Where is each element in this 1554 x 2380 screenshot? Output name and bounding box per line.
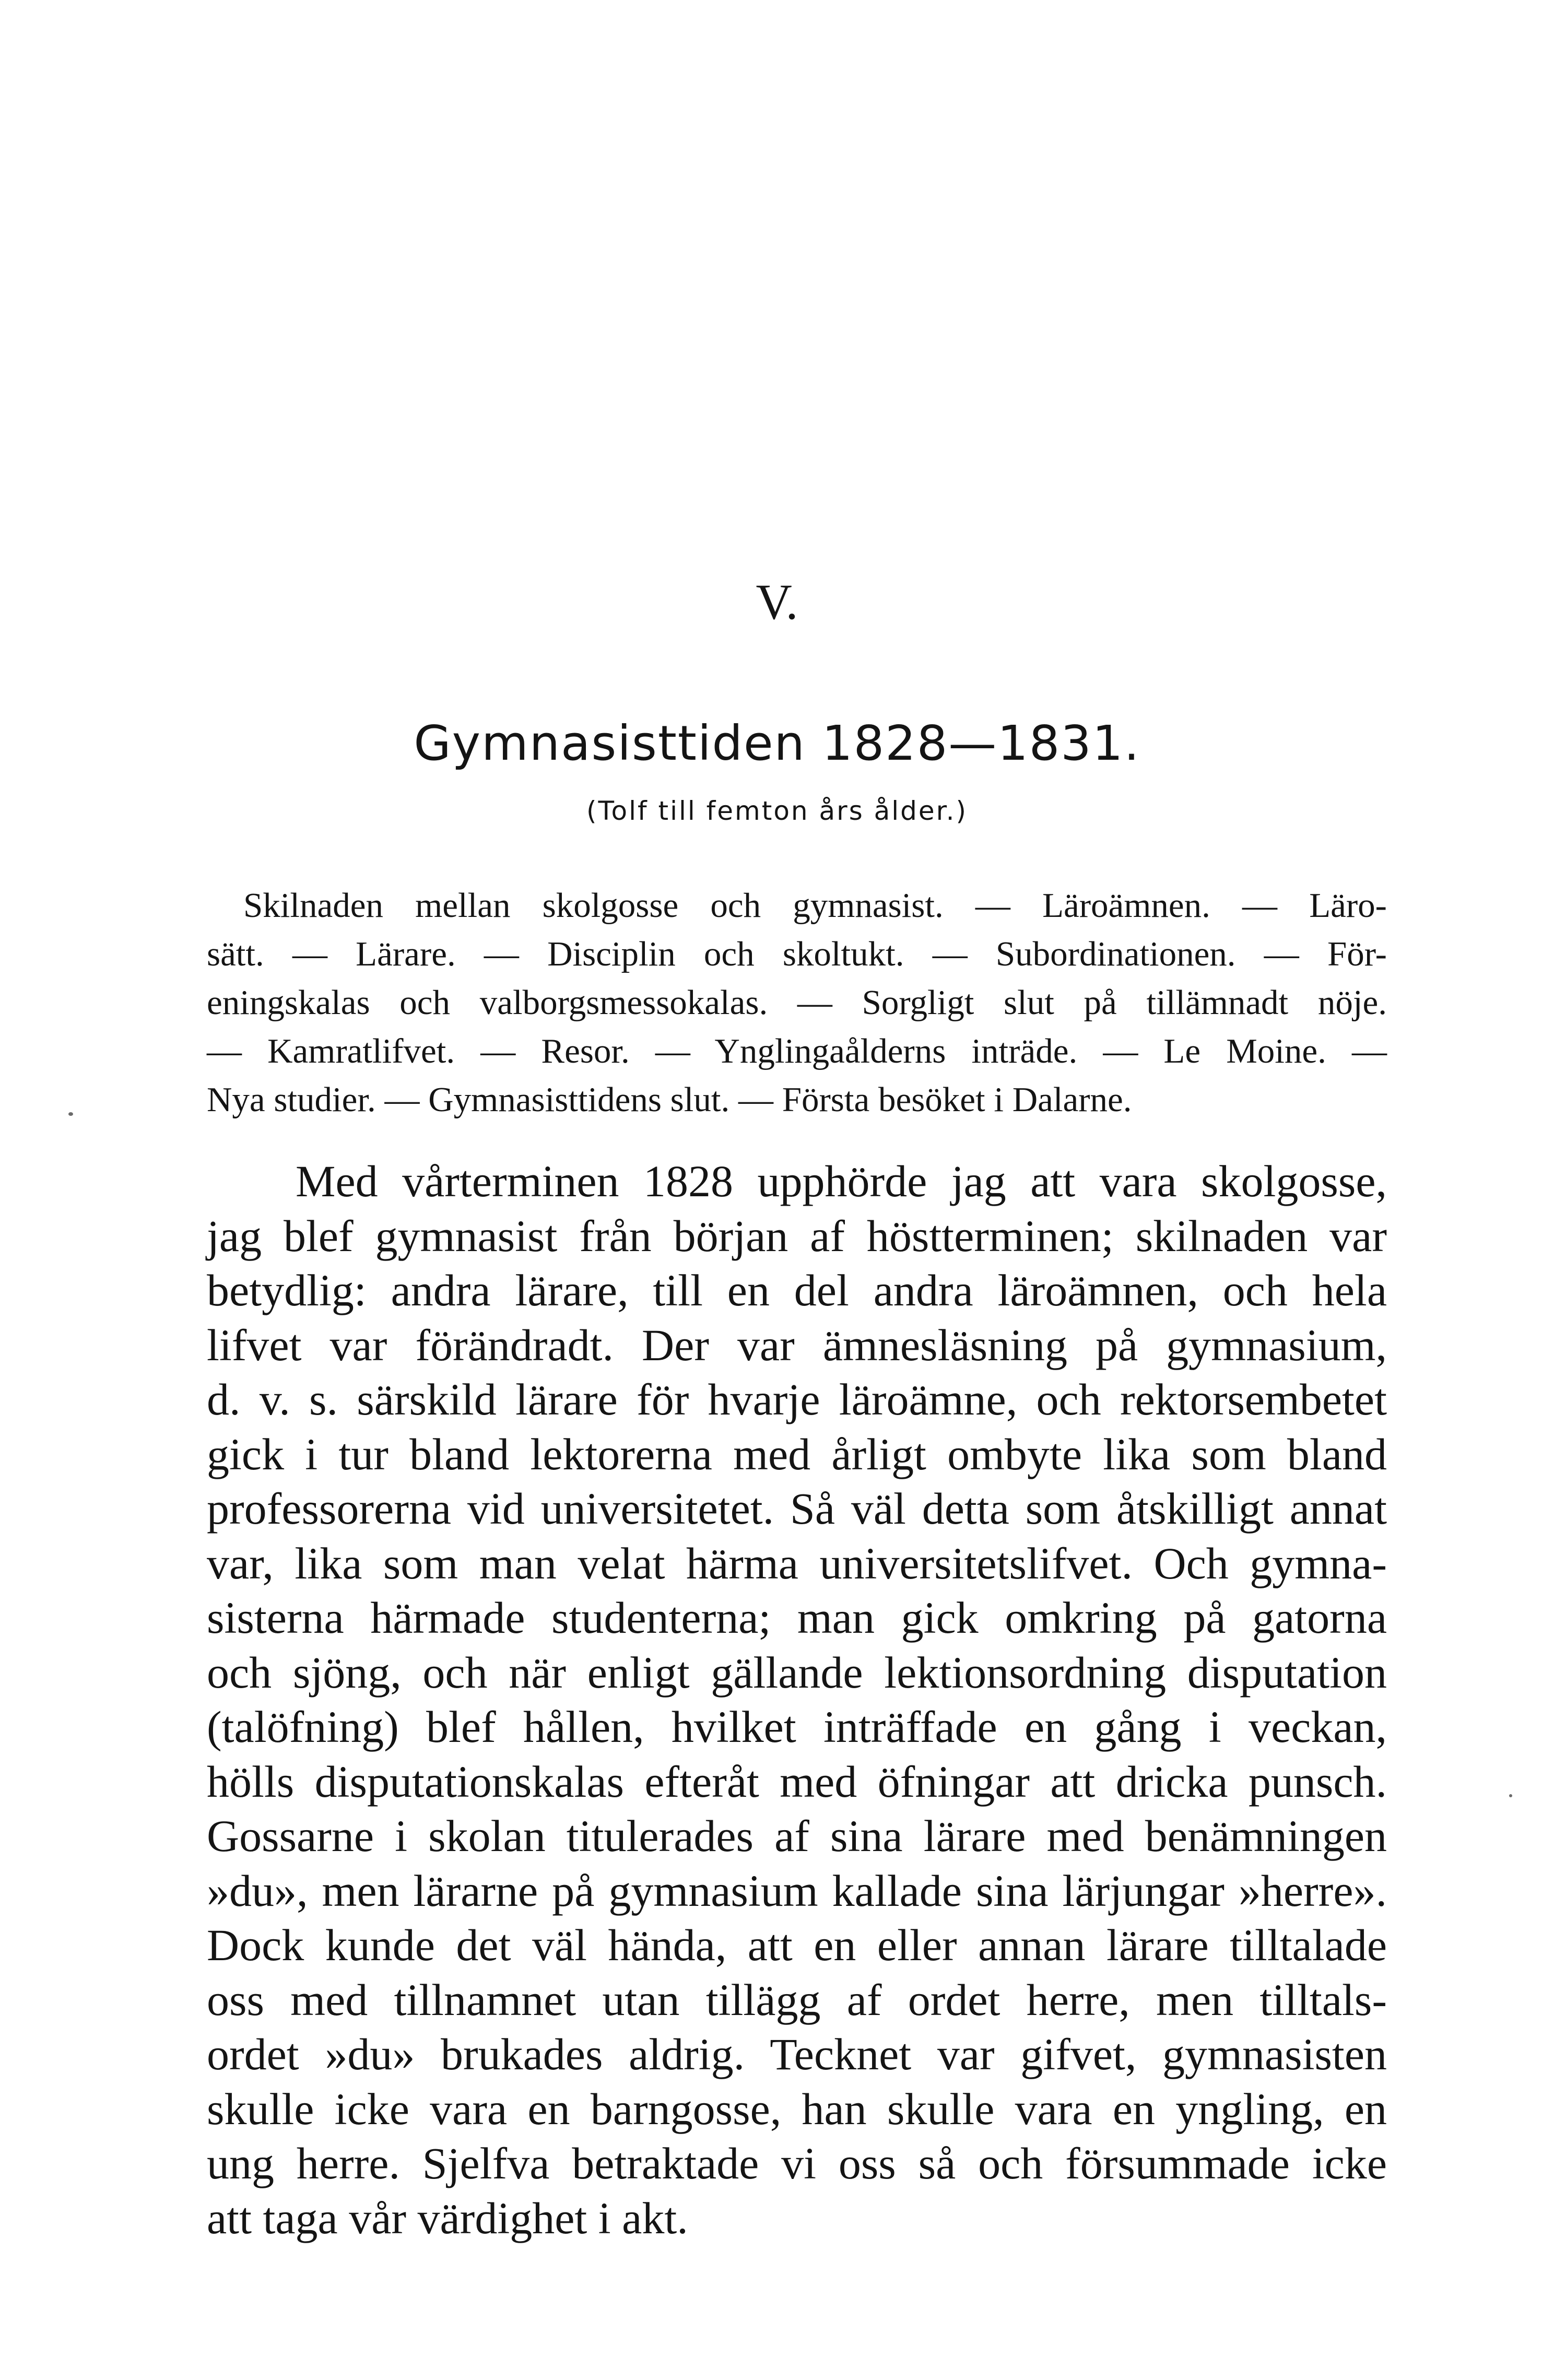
print-speck [1509,1794,1512,1797]
body-line: hölls disputationskalas efteråt med öfningar att dricka punsch. [207,1756,1387,1807]
synopsis-line: Nya studier. — Gymnasisttidens slut. — Första besöket i Dalarne. [207,1080,1132,1119]
print-speck [68,1112,73,1116]
body-line: Gossarne i skolan titulerades af sina lärare med benämningen [207,1811,1387,1861]
body-line: d. v. s. särskild lärare för hvarje läroämne, och rektorsembetet [207,1374,1387,1424]
body-line: skulle icke vara en barngosse, han skulle vara en yngling, en [207,2083,1387,2134]
synopsis-line: eningskalas och valborgsmessokalas. — Sorgligt slut på tillämnadt nöje. [207,983,1387,1022]
body-line: (talöfning) blef hållen, hvilket inträffade en gång i veckan, [207,1702,1387,1752]
chapter-synopsis [207,881,1387,1124]
body-line: att taga vår värdighet i akt. [207,2193,688,2243]
body-line: gick i tur bland lektorerna med årligt ombyte lika som bland [207,1429,1387,1479]
body-line: var, lika som man velat härma universitetslifvet. Och gymna- [207,1538,1387,1588]
body-line: Med vårterminen 1828 upphörde jag att vara skolgosse, [296,1156,1387,1206]
body-line: professorerna vid universitetet. Så väl detta som åtskilligt annat [207,1483,1387,1534]
body-line: lifvet var förändradt. Der var ämnesläsning på gymnasium, [207,1319,1387,1370]
synopsis-line: Skilnaden mellan skolgosse och gymnasist. — Läroämnen. — Läro- [243,886,1387,925]
chapter-title: Gymnasisttiden 1828—1831. [414,715,1140,771]
chapter-number: V. [756,574,798,630]
body-paragraph [207,1154,1387,2245]
body-line: ordet »du» brukades aldrig. Tecknet var gifvet, gymnasisten [207,2029,1387,2079]
body-line: och sjöng, och när enligt gällande lektionsordning disputation [207,1647,1387,1698]
synopsis-line: — Kamratlifvet. — Resor. — Ynglingaålderns inträde. — Le Moine. — [207,1032,1387,1070]
body-line: oss med tillnamnet utan tillägg af ordet herre, men tilltals- [207,1974,1387,2025]
body-line: sisterna härmade studenterna; man gick omkring på gatorna [207,1593,1387,1643]
body-line: Dock kunde det väl hända, att en eller annan lärare tilltalade [207,1920,1387,1970]
chapter-subtitle: (Tolf till femton års ålder.) [586,796,968,826]
synopsis-line: sätt. — Lärare. — Disciplin och skoltukt. — Subordinationen. — För- [207,935,1387,973]
body-line: ung herre. Sjelfva betraktade vi oss så och försummade icke [207,2138,1387,2188]
body-line: betydlig: andra lärare, till en del andra läroämnen, och hela [207,1265,1387,1315]
body-line: jag blef gymnasist från början af höstterminen; skilnaden var [207,1210,1387,1261]
body-line: »du», men lärarne på gymnasium kallade sina lärjungar »herre». [207,1865,1387,1916]
